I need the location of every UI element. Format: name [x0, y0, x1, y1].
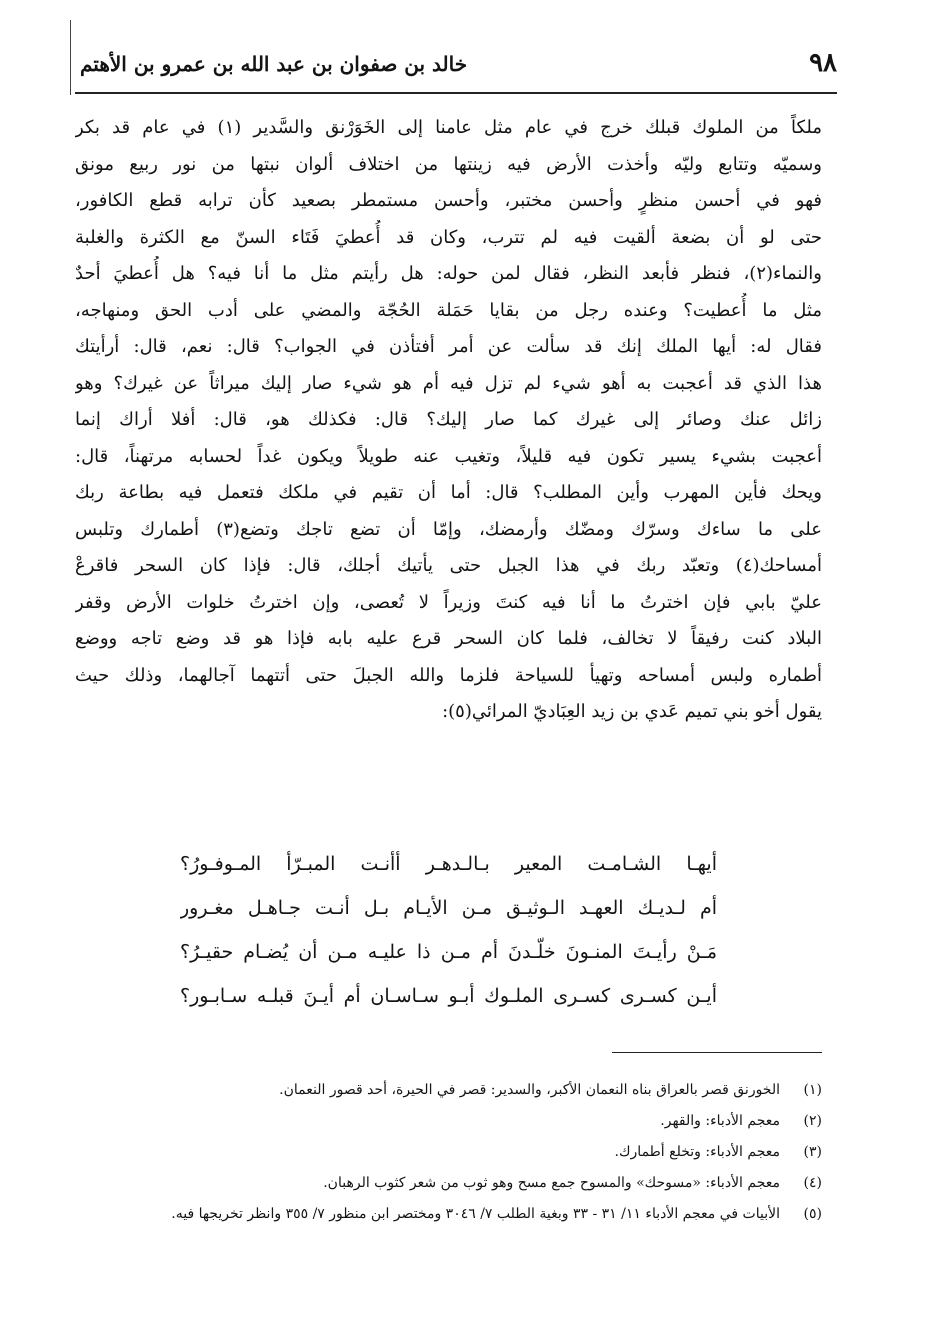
footnote-rule: [612, 1052, 822, 1053]
running-title: خالد بن صفوان بن عبد الله بن عمرو بن الأهتم: [80, 52, 468, 76]
poem: [180, 842, 717, 1018]
body-line: والنماء(٢)، فنظر فأبعد النظر، فقال لمن حوله: هل رأيتم مثل ما أنا فيه؟ هل أُعطيَ أحدٌ: [75, 263, 822, 284]
poem-verse: أم لـديـك العهـد الـوثيـق مـن الأيـام بـل أنـت جـاهـل مغـرور: [180, 897, 717, 919]
page-number: ٩٨: [809, 48, 837, 78]
body-line: أعجبت بشيء يسير تكون فيه قليلاً، وتغيب عنه طويلاً ويكون غداً لحسابه مرتهناً، قال:: [75, 445, 822, 467]
footnote-text: معجم الأدباء: وتخلع أطمارك.: [614, 1144, 780, 1160]
body-line: حتى لو أن بضعة ألقيت فيه لم تترب، وكان قد أُعطيَ فَتَاء السنّ مع الكثرة والغلبة: [75, 226, 822, 248]
body-text: [75, 110, 822, 731]
page-edge-line: [70, 20, 71, 95]
footnote: [75, 1199, 822, 1230]
body-line: عليّ بابي فإن اخترتُ ما أنا فيه كنتَ وزيراً لا تُعصى، وإن اخترتُ خلوات الأرض وقفر: [75, 591, 822, 613]
footnote: [75, 1137, 822, 1168]
body-line: ملكاً من الملوك قبلك خرج في عام مثل عامنا إلى الخَوَرْنق والسَّدير (١) في عام قد بكر: [75, 117, 822, 138]
footnote-number: (٢): [803, 1113, 822, 1129]
footnote-text: معجم الأدباء: والقهر.: [660, 1113, 780, 1129]
body-line: هذا الذي قد أعجبت به أهو شيء لم تزل فيه أم هو شيء صار إليك ميراثاً عن غيرك؟ وهو: [75, 372, 822, 394]
body-line: فقال له: أيها الملك إنك قد سألت عن أمر أفتأذن في الجواب؟ قال: نعم، قال: أرأيتك: [75, 336, 822, 357]
footnote-text: الخورنق قصر بالعراق بناه النعمان الأكبر، والسدير: قصر في الحيرة، أحد قصور النعمان.: [279, 1082, 780, 1098]
body-line: البلاد كنت رفيقاً لا تخالف، فلما كان السحر قرع عليه بابه فإذا هو قد وضع تاجه ووضع: [75, 628, 822, 649]
footnote-number: (٤): [803, 1175, 822, 1191]
body-line: مثل ما أُعطيت؟ وعنده رجل من بقايا حَمَلة الحُجّة والمضي على أدب الحق ومنهاجه،: [75, 299, 822, 321]
body-line: يقول أخو بني تميم عَدي بن زيد العِبَاديّ المرائي(٥):: [442, 701, 822, 722]
poem-verse: مَـنْ رأيـتَ المنـونَ خلّـدنَ أم مـن ذا عليـه مـن أن يُضـام حقيـرُ؟: [180, 941, 717, 963]
footnote: [75, 1106, 822, 1137]
header-rule: [75, 92, 837, 94]
body-line: أمساحك(٤) وتعبّد ربك في هذا الجبل حتى يأتيك أجلك، قال: فإذا كان السحر فاقرعْ: [75, 555, 822, 576]
poem-verse: أيـن كسـرى كسـرى الملـوك أبـو سـاسـان أم أيـنَ قبلـه سـابـور؟: [180, 985, 717, 1007]
footnote: [75, 1075, 822, 1106]
footnote-number: (٣): [803, 1144, 822, 1160]
footnote-text: معجم الأدباء: «مسوحك» والمسوح جمع مسح وهو ثوب من شعر كثوب الرهبان.: [323, 1175, 780, 1191]
body-line: فهو في أحسن منظرٍ وأحسن مختبر، وأحسن مستمطر بصعيد كأن ترابه قطع الكافور،: [75, 190, 822, 211]
body-line: أطماره ولبس أمساحه وتهيأ للسياحة فلزما والله الجبلَ حتى أتتهما آجالهما، وذلك حيث: [75, 664, 822, 686]
page-header: [80, 48, 837, 88]
footnote: [75, 1168, 822, 1199]
footnote-number: (٥): [803, 1206, 822, 1222]
body-line: زائل عنك وصائر إلى غيرك كما صار إليك؟ قال: فكذلك هو، قال: أفلا أراك إنما: [75, 409, 822, 430]
footnote-text: الأبيات في معجم الأدباء ١١/ ٣١ - ٣٣ وبغية الطلب ٧/ ٣٠٤٦ ومختصر ابن منظور ٧/ ٣٥٥ وانظر تخريجها فيه.: [171, 1206, 780, 1222]
poem-verse: أيهـا الشـامـت المعير بـالـدهـر أأنـت المبـرّأ المـوفـورُ؟: [180, 853, 717, 875]
footnotes: [75, 1075, 822, 1230]
body-line: على ما ساءك وسرّك ومضّك وأرمضك، وإمّا أن تضع تاجك وتضع(٣) أطمارك وتلبس: [75, 518, 822, 540]
body-line: ويحك فأين المهرب وأين المطلب؟ قال: أما أن تقيم في ملكك فتعمل فيه بطاعة ربك: [75, 482, 822, 503]
body-line: وسميّه وتتابع وليّه وأخذت الأرض فيه زينتها من اختلاف ألوان نبتها من نور ربيع مونق: [75, 153, 822, 175]
footnote-number: (١): [803, 1082, 822, 1098]
